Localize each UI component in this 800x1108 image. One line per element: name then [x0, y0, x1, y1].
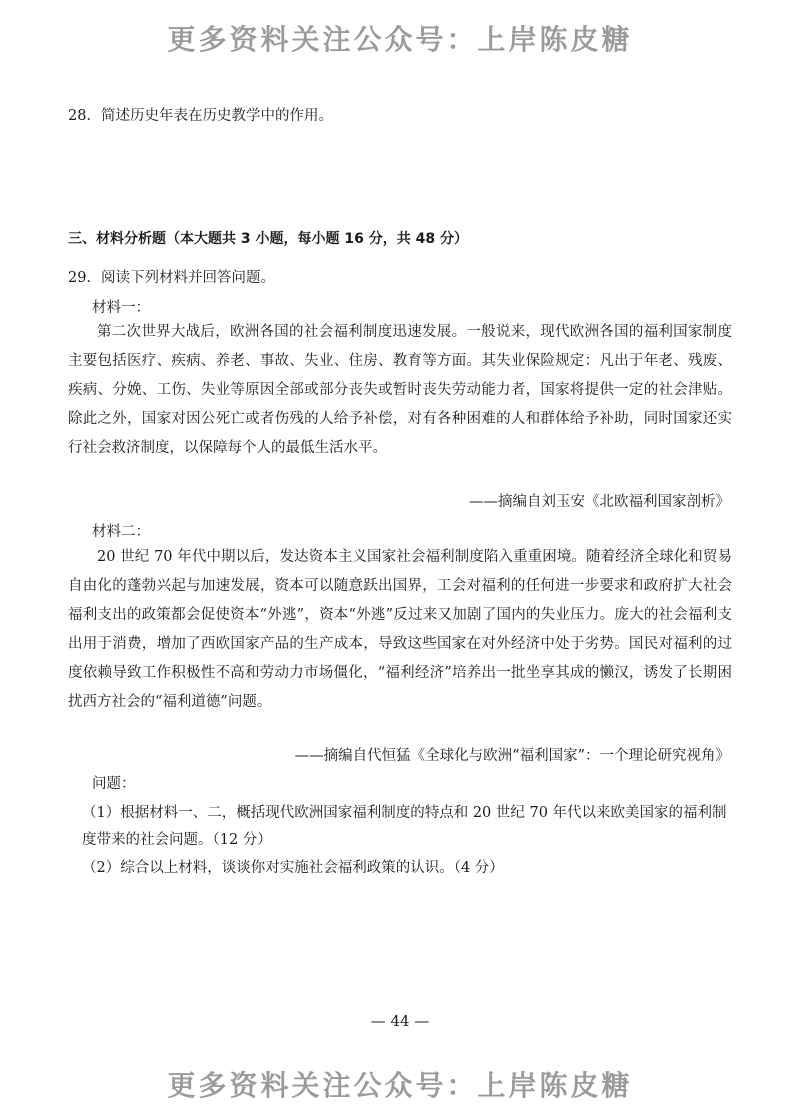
problem-sub-1: （1）根据材料一、二，概括现代欧洲国家福利制度的特点和 20 世纪 70 年代以来欧美国家的福利制度带来的社会问题。（12 分）: [82, 805, 727, 848]
page-number: — 44 —: [370, 1012, 430, 1030]
section-3-title: 三、材料分析题（本大题共 3 小题，每小题 16 分，共 48 分）: [68, 231, 468, 247]
material-2-source: ——摘编自代恒猛《全球化与欧洲“福利国家”：一个理论研究视角》: [294, 748, 730, 764]
material-1-text: 第二次世界大战后，欧洲各国的社会福利制度迅速发展。一般说来，现代欧洲各国的福利国家制度主要包括医疗、疾病、养老、事故、失业、住房、教育等方面。其失业保险规定：凡出于年老、残废、疾病、分娩、工伤、失业等原因全部或部分丧失或暂时丧失劳动能力者，国家将提供一定的社会津贴。除此之外，国家对因公死亡或者伤残的人给予补偿，对有各种困难的人和群体给予补助，同时国家还实行社会救济制度，以保障每个人的最低生活水平。: [68, 324, 732, 456]
problem-label: 问题：: [92, 776, 136, 792]
problem-sub-2: （2）综合以上材料，谈谈你对实施社会福利政策的认识。（4 分）: [82, 860, 504, 876]
watermark-bottom: 更多资料关注公众号：上岸陈皮糖: [167, 1069, 633, 1102]
material-1-label: 材料一：: [92, 300, 150, 316]
question-28: 28．简述历史年表在历史教学中的作用。: [68, 108, 333, 124]
watermark-top: 更多资料关注公众号：上岸陈皮糖: [167, 23, 633, 56]
question-29: 29．阅读下列材料并回答问题。: [68, 270, 275, 286]
material-2-text: 20 世纪 70 年代中期以后，发达资本主义国家社会福利制度陷入重重困境。随着经济全球化和贸易自由化的蓬勃兴起与加速发展，资本可以随意跃出国界，工会对福利的任何进一步要求和政府扩大社会福利支出的政策都会促使资本“外逃”，资本“外逃”反过来又加剧了国内的失业压力。庞大的社会福利支出用于消费，增加了西欧国家产品的生产成本，导致这些国家在对外经济中处于劣势。国民对福利的过度依赖导致工作积极性不高和劳动力市场僵化，“福利经济”培养出一批坐享其成的懒汉，诱发了长期困扰西方社会的“福利道德”问题。: [68, 549, 732, 710]
material-2-label: 材料二：: [92, 524, 150, 540]
material-1-source: ——摘编自刘玉安《北欧福利国家剖析》: [469, 494, 730, 510]
